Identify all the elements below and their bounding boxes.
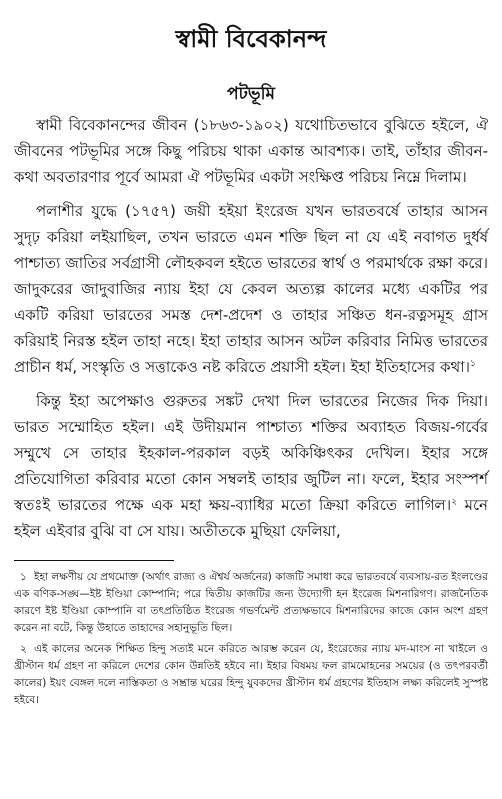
footnote-ref-1[interactable]: ১ xyxy=(469,359,476,369)
footnote-divider xyxy=(14,560,174,561)
paragraph-1-text: স্বামী বিবেকানন্দের জীবন (১৮৬৩-১৯০২) যথোচিতভাবে বুঝিতে হইলে, ঐ জীবনের পটভূমির সঙ্গে কিছু পরিচয় থাকা একান্ত আবশ্যক। তাই, তাঁহার জীবন-কথা অবতারণার পূর্বে আমরা ঐ পটভূমির একটা সংক্ষিপ্ত পরিচয় নিম্নে দিলাম। xyxy=(14,116,488,186)
footnote-2-marker: ২ xyxy=(20,643,27,655)
paragraph-3-continuation: মনে হইল এইবার বুঝি বা সে যায়। অতীতকে মুছিয়া ফেলিয়া, xyxy=(14,496,488,540)
footnote-1-marker: ১ xyxy=(20,571,27,583)
paragraph-3 xyxy=(14,388,488,544)
footnote-ref-2[interactable]: ২ xyxy=(451,497,457,507)
page-title: স্বামী বিবেকানন্দ xyxy=(175,25,327,53)
paragraph-3-text: কিন্তু ইহা অপেক্ষাও গুরুতর সঙ্কট দেখা দিল ভারতের নিজের দিক দিয়া। ভারত সম্মোহিত হইল। এই উদীয়মান পাশ্চাত্য শক্তির অব্যাহত বিজয়-গর্বের সম্মুখে সে তাহার ইহকাল-পরকাল বড়ই অকিঞ্চিৎকর দেখিল। ইহার সঙ্গে প্রতিযোগিতা করিবার মতো কোন সম্বলই তাহার জুটিল না। ফলে, ইহার সংস্পর্শ স্বতঃই ভারতের পক্ষে এক মহা ক্ষয়-ব্যাধির মতো ক্রিয়া করিতে লাগিল। xyxy=(14,392,488,514)
footnote-1 xyxy=(14,569,488,637)
paragraph-1 xyxy=(14,112,488,190)
paragraph-2 xyxy=(14,198,488,380)
paragraph-2-text: পলাশীর যুদ্ধে (১৭৫৭) জয়ী হইয়া ইংরেজ যখন ভারতবর্ষে তাহার আসন সুদৃঢ় করিয়া লইয়াছিল, তখন ভারতে এমন শক্তি ছিল না যে এই নবাগত দুর্ধর্ষ পাশ্চাত্য জাতির সর্বগ্রাসী লৌহকবল হইতে ভারতের স্বার্থ ও পরমার্থকে রক্ষা করে। জাদুকরের জাদুবাজির ন্যায় ইহা যে কেবল অত্যল্প কালের মধ্যে একটির পর একটি করিয়া ভারতের সমস্ত দেশ-প্রদেশ ও তাহার সঞ্চিত ধন-রত্নসমূহ গ্রাস করিয়াই নিরস্ত হইল তাহা নহে। ইহা তাহার আসন অটল করিবার নিমিত্ত ভারতের প্রাচীন ধর্ম, সংস্কৃতি ও সত্তাকেও নষ্ট করিতে প্রয়াসী হইল। ইহা ইতিহাসের কথা। xyxy=(14,202,488,376)
footnote-1-text: ইহা লক্ষণীয় যে প্রথমোক্ত (অর্থাৎ রাজ্য ও ঐশ্বর্য অর্জনের) কাজটি সমাধা করে ভারতবর্ষে ব্যবসায়-রত ইংলণ্ডের এক বণিক-সঙ্ঘ—ইষ্ট ইণ্ডিয়া কোম্পানি; পরে দ্বিতীয় কাজটির জন্য উদ্যোগী হন ইংরেজ মিশনারিগণ। রাজনৈতিক কারণে ইষ্ট ইণ্ডিয়া কোম্পানি বা তৎপ্রতিষ্ঠিত ইংরেজ গভর্ণমেন্ট প্রত্যক্ষভাবে মিশনারিদের কাজে কোন অংশ গ্রহণ করেন না বটে, কিন্তু উহাতে তাহাদের সহানুভূতি ছিল। xyxy=(14,571,488,634)
section-heading: পটভূমি xyxy=(227,84,275,104)
footnote-2-text: এই কালের অনেক শিক্ষিত হিন্দু সত্যই মনে করিতে আরম্ভ করেন যে, ইংরেজের ন্যায় মদ-মাংস না খাইলে ও খ্রীস্টান ধর্ম গ্রহণ না করিলে দেশের কোন উন্নতিই হইবে না। ইহার বিষময় ফল রামমোহনের সময়ের (ও তৎপরবর্তী কালের) ইয়ং বেঙ্গল দলে নাস্তিকতা ও সম্ভ্রান্ত ঘরের হিন্দু যুবকদের খ্রীস্টান ধর্ম গ্রহণের ইতিহাস লক্ষ্য করিলেই সুস্পষ্ট হইবে। xyxy=(14,643,488,706)
footnote-2 xyxy=(14,641,488,709)
